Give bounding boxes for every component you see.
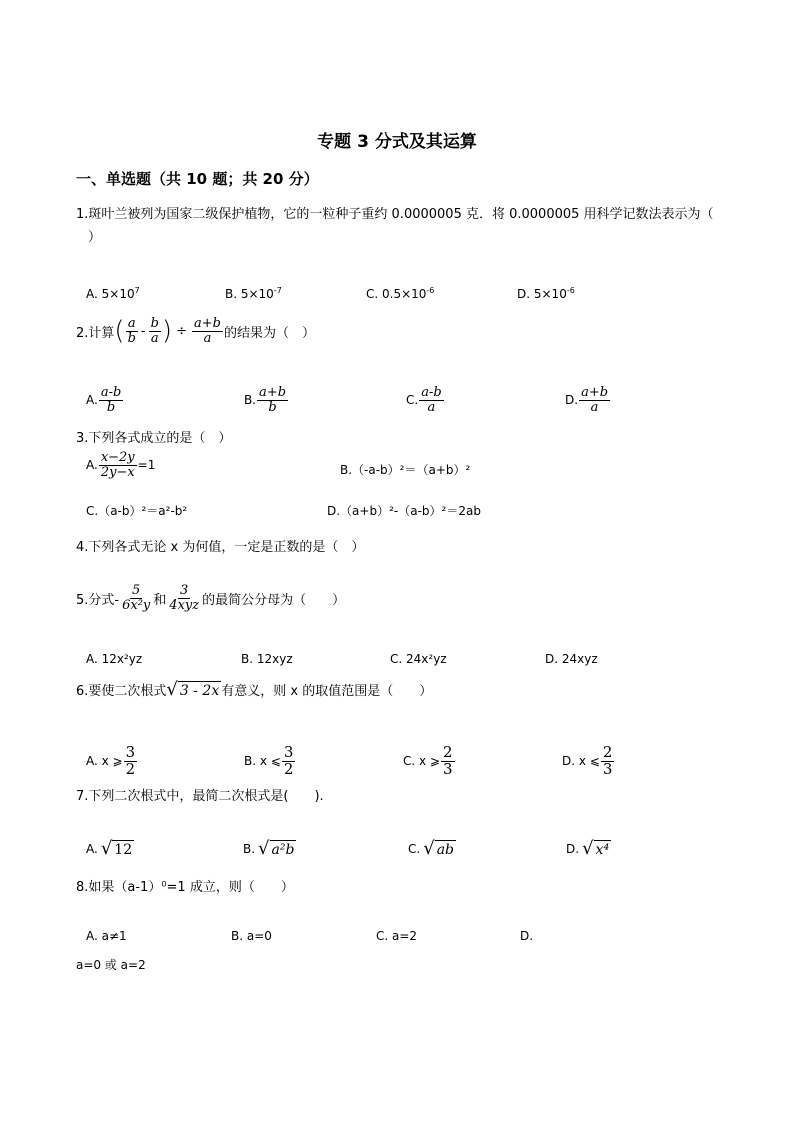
- section-heading: 一、单选题（共 10 题；共 20 分）: [76, 170, 319, 188]
- question-1-option-d: D. $5\times 10^{-6}$: [517, 286, 575, 301]
- question-5-option-d: D. 24xyz: [545, 652, 598, 666]
- question-8-option-d-cont: a=0 或 a=2: [76, 958, 146, 972]
- question-6-option-d: D. x ⩽ $\frac{2}{3}$: [562, 743, 613, 778]
- fraction-5-over-6x2y: $\frac{5}{\text{6x²y}}$: [122, 583, 151, 613]
- question-8-option-a: A. a≠1: [86, 929, 127, 943]
- question-1-option-a: A. $5\times 10^7$: [86, 286, 140, 301]
- question-3-option-c: C.（a-b）²＝a²-b²: [86, 504, 188, 518]
- question-2-option-b: B. $\frac{a+b}{b}$: [244, 385, 287, 415]
- question-6-option-a: A. x ⩾ $\frac{3}{2}$: [86, 743, 136, 778]
- question-8-stem: 8.如果（a-1）⁰=1 成立，则（ ）: [76, 880, 294, 895]
- question-1-stem-cont: ）: [88, 230, 102, 245]
- question-2-stem: 2.计算 ( $\frac{a}{b}$ - $\frac{b}{a}$ ) ÷ $\frac{a+b}{a}$ 的结果为（ ）: [76, 316, 315, 347]
- question-8-option-b: B. a=0: [231, 929, 272, 943]
- question-1-stem: 1.斑叶兰被列为国家二级保护植物，它的一粒种子重约 0.0000005 克．将 0.0000005 用科学记数法表示为（: [76, 207, 714, 222]
- question-4-stem: 4.下列各式无论 x 为何值，一定是正数的是（ ）: [76, 540, 365, 555]
- question-6-stem: 6.要使二次根式 √ 3 - 2x 有意义，则 x 的取值范围是（ ）: [76, 678, 433, 700]
- question-3-option-a: A. $\frac{x-2y}{2y-x}$ =1: [86, 450, 156, 480]
- question-3-option-b: B.（-a-b）²＝（a+b）²: [340, 463, 471, 477]
- question-8-option-d: D.: [520, 929, 534, 943]
- question-5-option-a: A. 12x²yz: [86, 652, 143, 666]
- question-8-option-c: C. a=2: [376, 929, 418, 943]
- page-title: 专题 3 分式及其运算: [317, 132, 477, 152]
- question-2-option-a: A. $\frac{a-b}{b}$: [86, 385, 122, 415]
- question-7-option-c: C. √ ab: [408, 838, 454, 859]
- question-7-option-a: A. √ 12: [86, 838, 133, 859]
- question-5-option-b: B. 12xyz: [241, 652, 293, 666]
- question-1-option-c: C. $0.5\times 10^{-6}$: [366, 286, 435, 301]
- question-1-option-b: B. $5\times 10^{-7}$: [225, 286, 282, 301]
- question-3-option-d: D.（a+b）²-（a-b）²＝2ab: [327, 504, 481, 518]
- question-6-option-b: B. x ⩽ $\frac{3}{2}$: [244, 743, 294, 778]
- sqrt-3-minus-2x: √ 3 - 2x: [166, 678, 220, 700]
- question-3-stem: 3.下列各式成立的是（ ）: [76, 431, 232, 446]
- question-6-option-c: C. x ⩾ $\frac{2}{3}$: [403, 743, 453, 778]
- question-7-option-b: B. √ a²b: [243, 838, 295, 859]
- question-5-option-c: C. 24x²yz: [390, 652, 447, 666]
- question-2-option-c: C. $\frac{a-b}{a}$: [406, 385, 442, 415]
- fraction-a-over-b: $\frac{a}{b}$: [127, 316, 136, 346]
- question-7-stem: 7.下列二次根式中，最简二次根式是( ).: [76, 789, 324, 804]
- question-5-stem: 5.分式- $\frac{5}{\text{6x²y}}$ 和 $\frac{3}{\text{4xyz}}$ 的最简公分母为（ ）: [76, 583, 346, 613]
- question-7-option-d: D. √ x⁴: [566, 838, 610, 859]
- question-2-option-d: D. $\frac{a+b}{a}$: [565, 385, 609, 415]
- fraction-a-plus-b-over-a: $\frac{a+b}{a}$: [193, 316, 221, 346]
- fraction-3-over-4xyz: $\frac{3}{\text{4xyz}}$: [169, 583, 200, 613]
- fraction-b-over-a: $\frac{b}{a}$: [150, 316, 159, 346]
